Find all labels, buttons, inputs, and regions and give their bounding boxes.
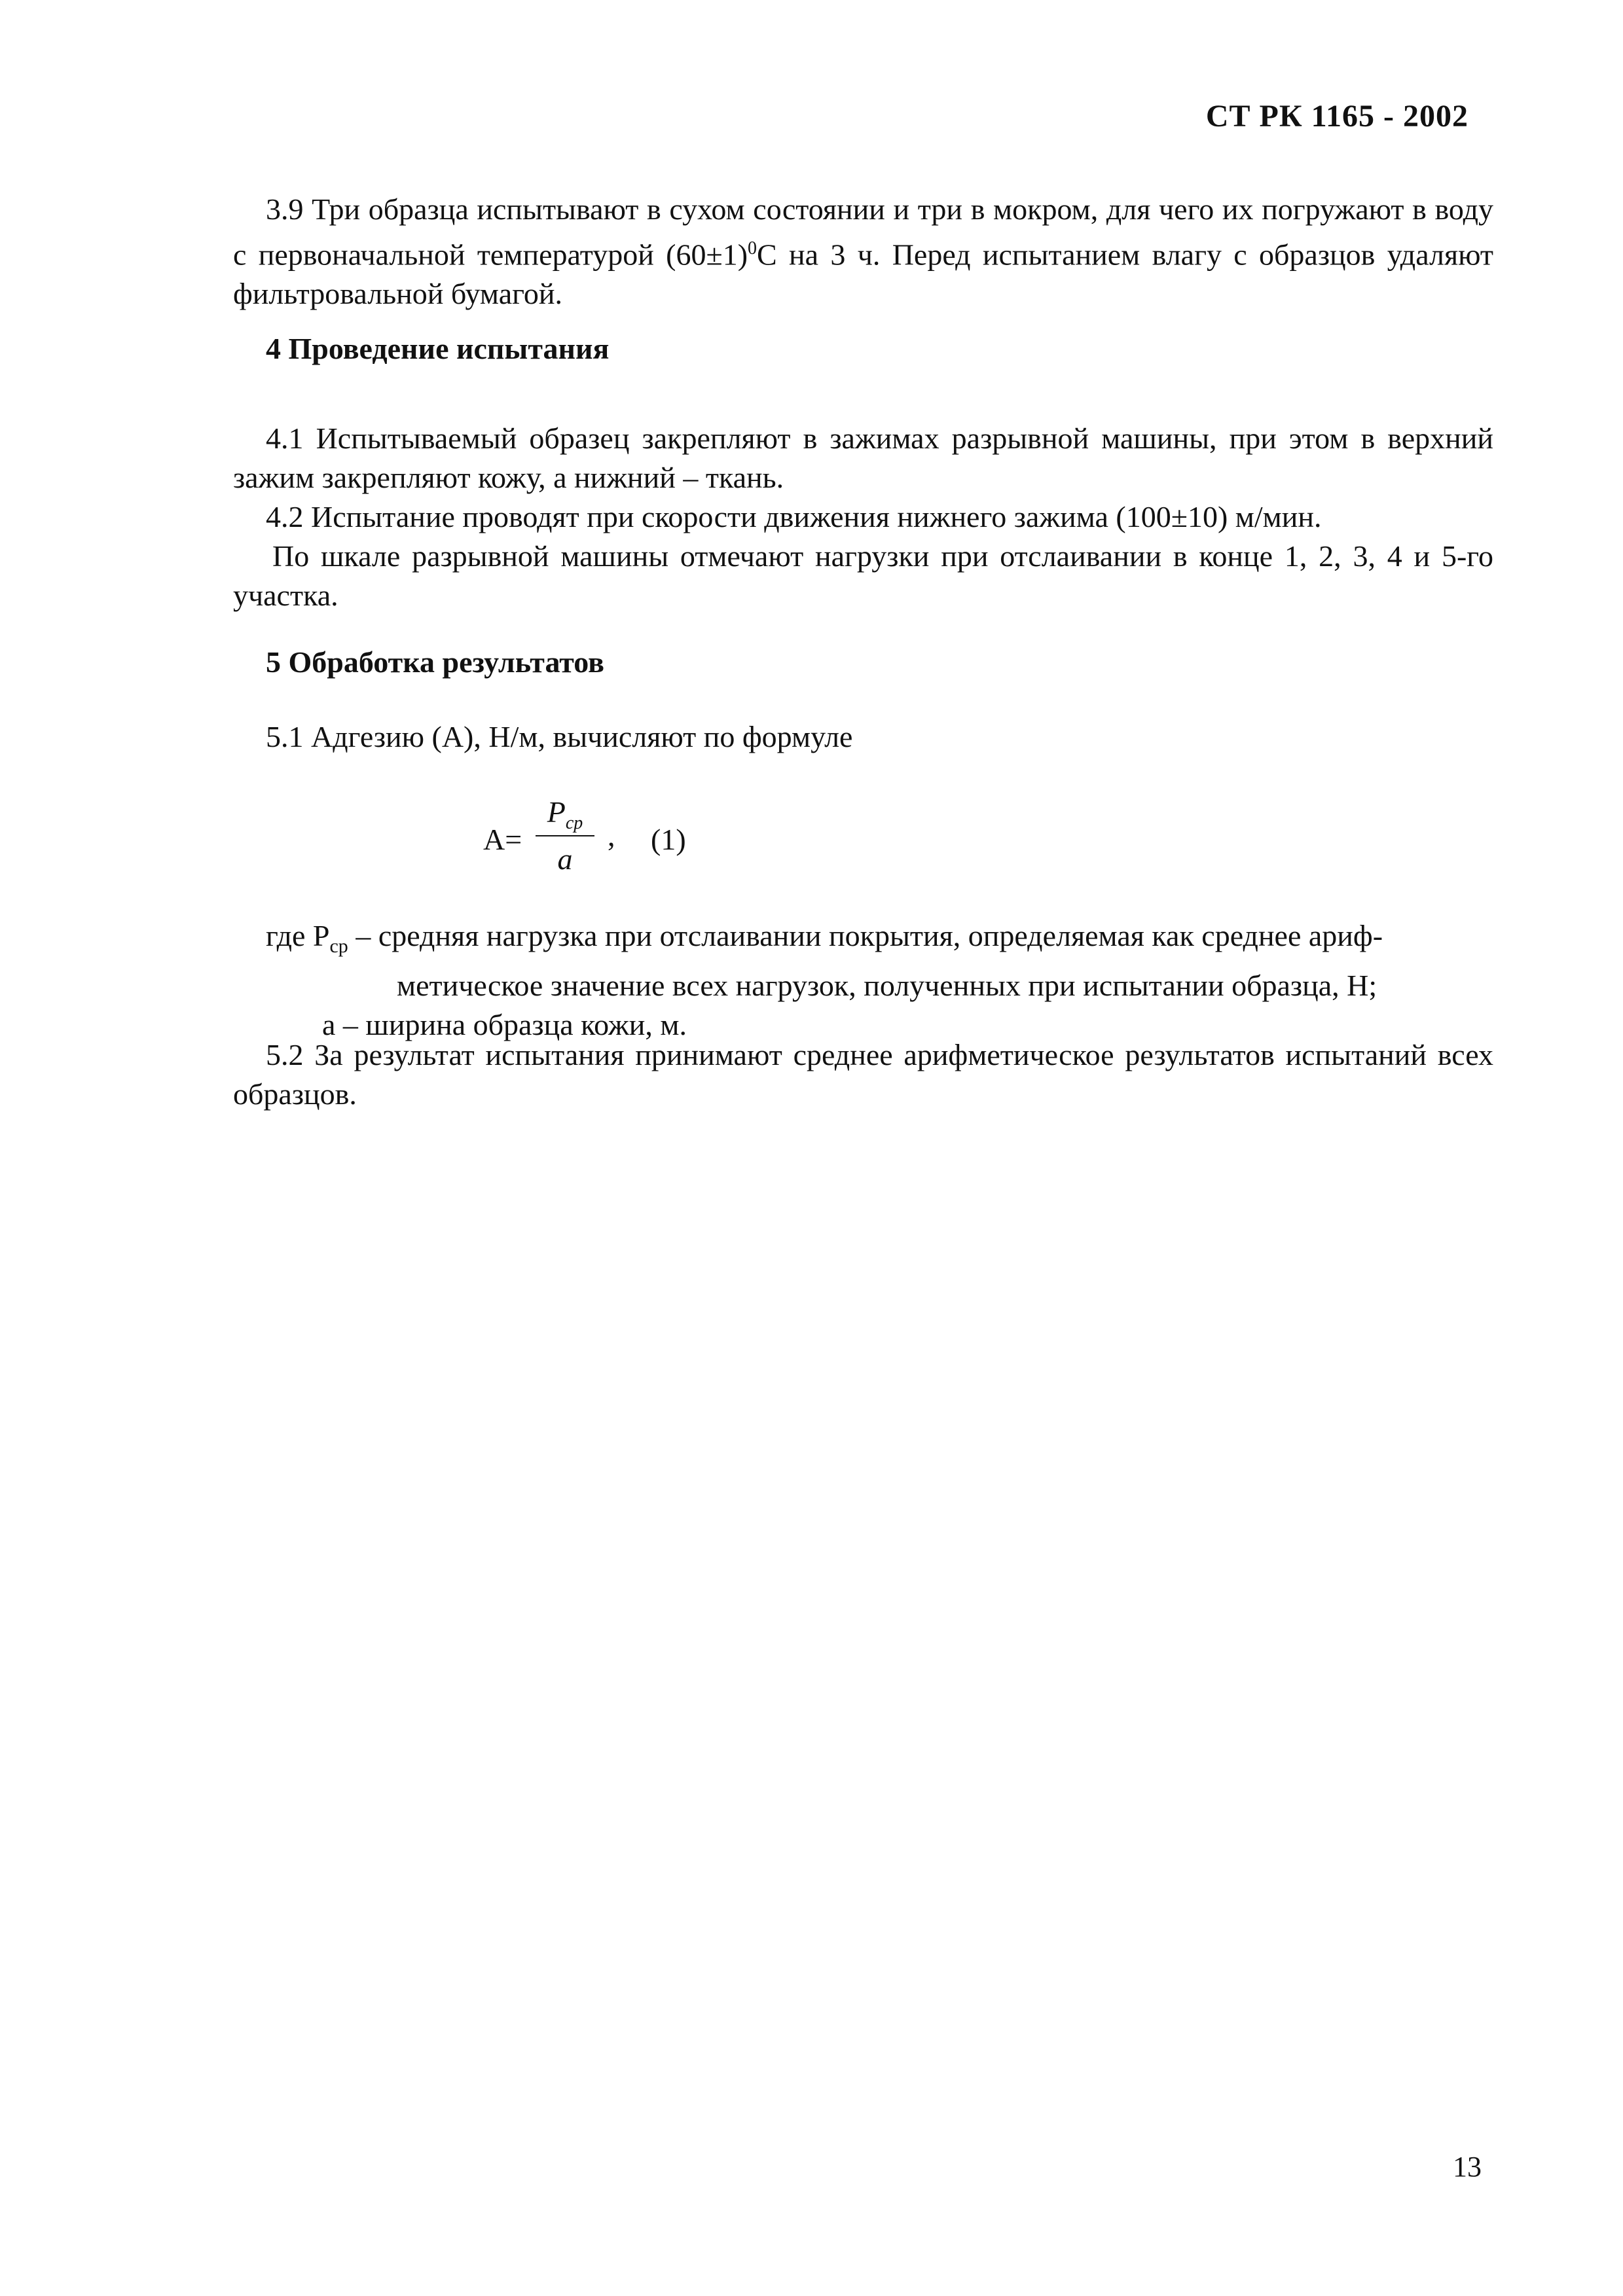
fraction-bar [536,835,594,836]
heading-section-4: 4 Проведение испытания [266,332,610,365]
legend-line-1: где $Р_{ср}$ – средняя нагрузка при отслаивании покрытия, определяемая как среднее ариф- [266,919,1383,958]
p41-text: 4.1 Испытываемый образец закрепляют в зажимах разрывной машины, при этом в верхний зажим закрепляют кожу, а нижний – ткань. [233,422,1493,494]
paragraph-4-1 [233,419,1493,497]
p39-tail: С на 3 ч. Перед испытанием влагу с образцов удаляют фильтровальной бумагой. [233,238,1493,311]
paragraph-4-2-continued [233,537,1493,615]
formula-number: (1) [651,823,686,856]
legend-line-3: а – ширина образца кожи, м. [322,1008,687,1042]
formula-denominator: a [557,842,573,876]
p42-text: 4.2 Испытание проводят при скорости движения нижнего зажима (100±10) м/мин. [266,500,1322,533]
heading-section-5: 5 Обработка результатов [266,645,604,679]
p51-text: 5.1 Адгезию (А), Н/м, вычисляют по формуле [266,720,853,753]
degree-superscript: 0 [748,238,757,259]
p52-text: 5.2 За результат испытания принимают среднее арифметическое результатов испытаний всех образцов. [233,1038,1493,1111]
formula-lhs: А= [483,823,522,856]
page-number: 13 [1453,2151,1482,2183]
legend-line-2: метическое значение всех нагрузок, полученных при испытании образца, Н; [397,969,1377,1003]
p42b-text: По шкале разрывной машины отмечают нагрузки при отслаивании в конце 1, 2, 3, 4 и 5-го участка. [233,539,1493,612]
paragraph-5-2 [233,1035,1493,1114]
formula-numerator: $P_{ср}$ [547,795,583,834]
paragraph-3-9 [233,190,1493,314]
standard-code: СТ РК 1165 - 2002 [1205,99,1468,134]
paragraph-4-2 [233,497,1493,537]
paragraph-5-1 [233,717,1493,757]
p39-text: 3.9 Три образца испытывают в сухом состоянии и три в мокром, для чего их погружают в воду с первоначальной температурой (60±1) [233,192,1493,272]
formula-legend [266,916,1497,1045]
formula-fraction [536,792,594,880]
formula-comma: , [608,819,615,852]
